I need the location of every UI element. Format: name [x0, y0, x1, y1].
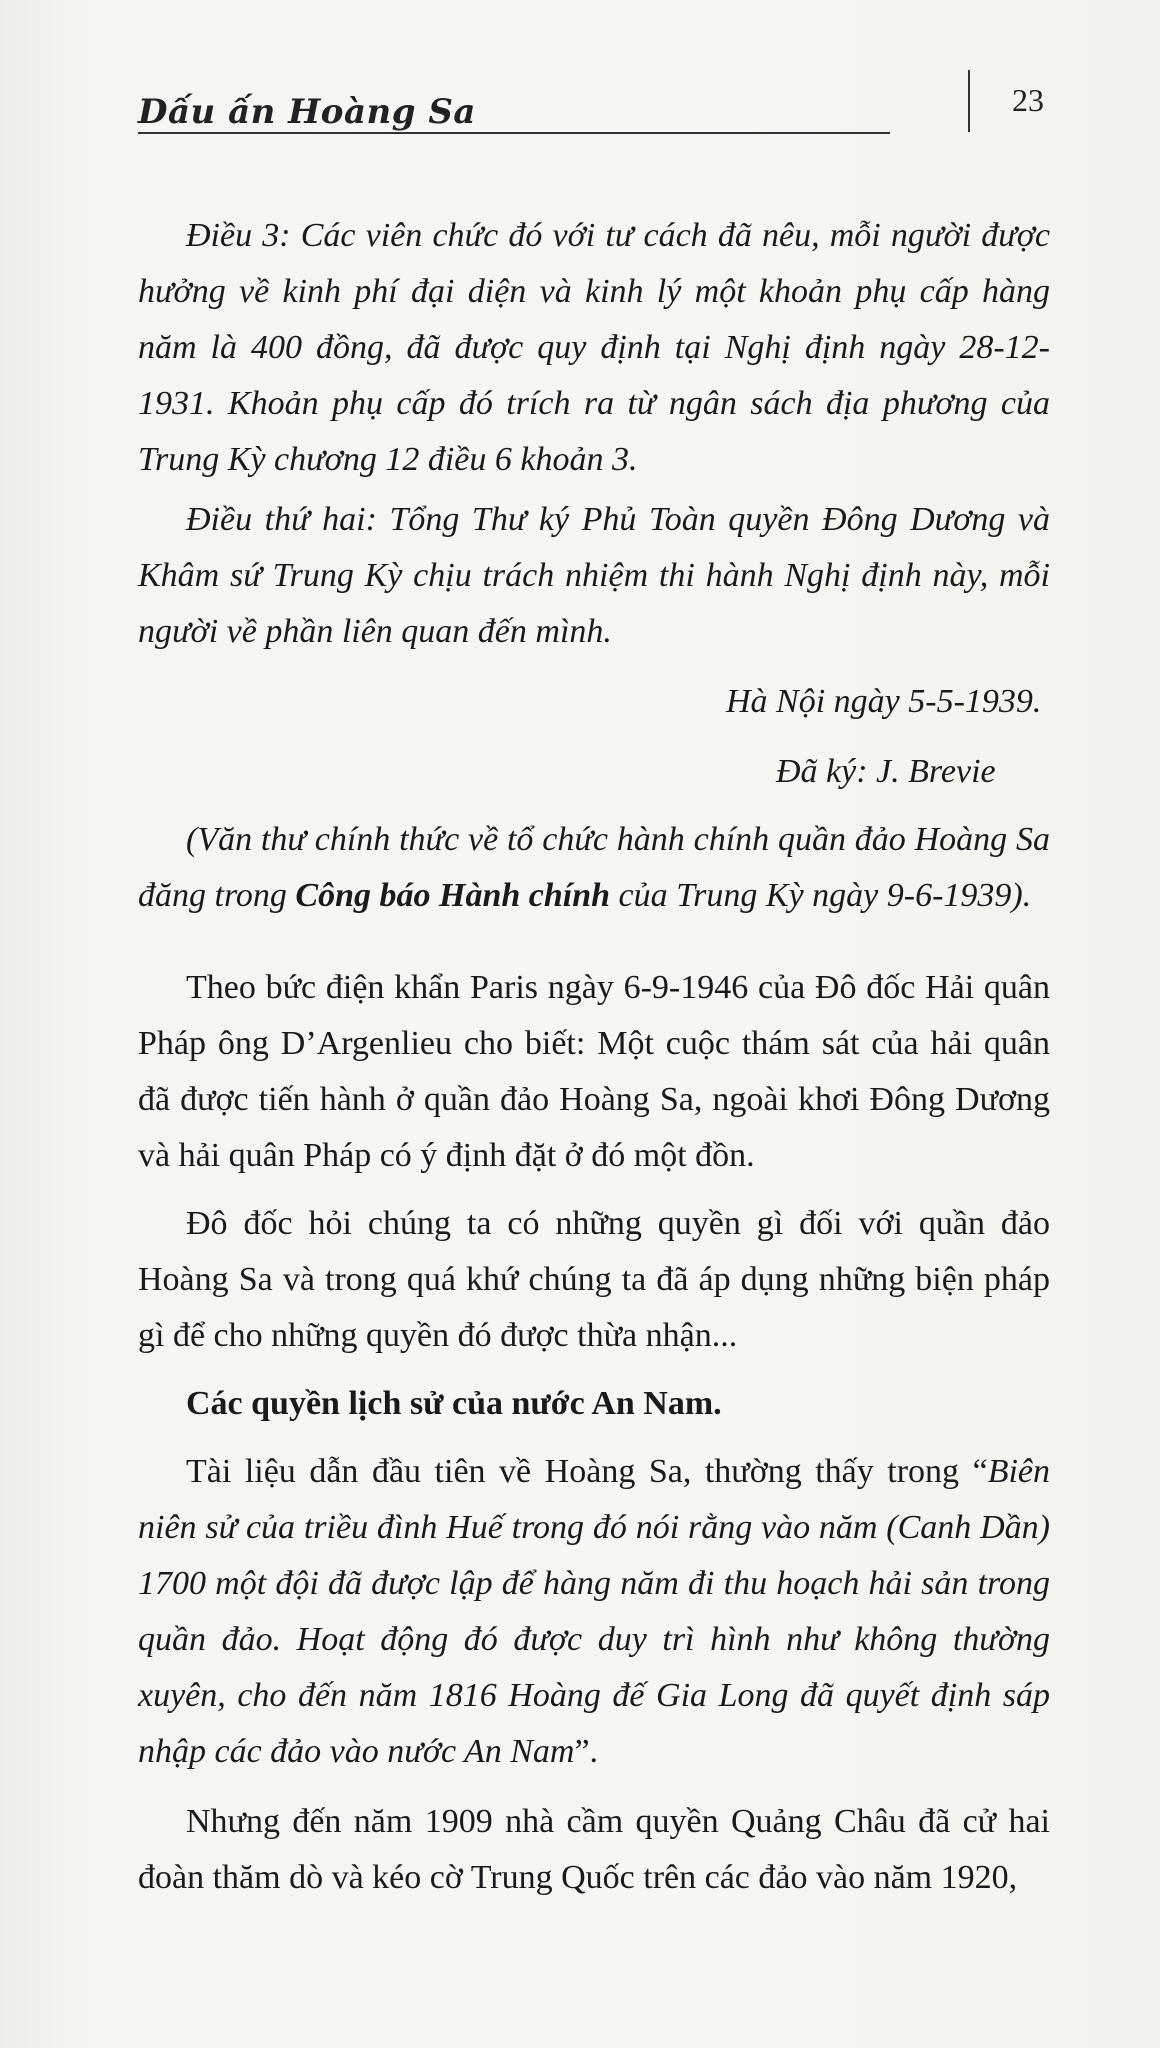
source-citation-part-1: (Văn thư chính thức về tổ chức hành chính quần đảo Hoàng Sa đăng trong [138, 821, 1050, 914]
paragraph-telegram: Theo bức điện khẩn Paris ngày 6-9-1946 của Đô đốc Hải quân Pháp ông D’Argenlieu cho biết: Một cuộc thám sát của hải quân đã được tiến hành ở quần đảo Hoàng Sa, ngoài khơi Đông Dương và hải quân Pháp có ý định đặt ở đó một đồn. [138, 969, 1050, 1174]
source-citation-part-2: của Trung Kỳ ngày 9-6-1939). [610, 877, 1032, 914]
place-date: Hà Nội ngày 5-5-1939. [726, 683, 1042, 720]
section-heading-block [138, 1376, 1050, 1432]
paragraph-admiral-question: Đô đốc hỏi chúng ta có những quyền gì đối với quần đảo Hoàng Sa và trong quá khứ chúng ta đã áp dụng những biện pháp gì để cho những quyền đó được thừa nhận... [138, 1205, 1050, 1354]
source-publication-name: Công báo Hành chính [295, 877, 611, 914]
paragraph-article-3: Điều 3: Các viên chức đó với tư cách đã nêu, mỗi người được hưởng về kinh phí đại diện và kinh lý một khoản phụ cấp hàng năm là 400 đồng, đã được quy định tại Nghị định ngày 28-12-1931. Khoản phụ cấp đó trích ra từ ngân sách địa phương của Trung Kỳ chương 12 điều 6 khoản 3. [138, 217, 1050, 478]
paragraph-article-two: Điều thứ hai: Tổng Thư ký Phủ Toàn quyền Đông Dương và Khâm sứ Trung Kỳ chịu trách nhiệm thi hành Nghị định này, mỗi người về phần liên quan đến mình. [138, 501, 1050, 650]
signature-block [776, 744, 1056, 800]
historical-intro: Tài liệu dẫn đầu tiên về Hoàng Sa, thường thấy trong “ [186, 1453, 988, 1490]
guangzhou-paragraph [138, 1794, 1050, 1906]
article-two-paragraph [138, 492, 1050, 660]
running-title: Dấu ấn Hoàng Sa [138, 92, 476, 132]
paragraph-historical-document [138, 1444, 1050, 1780]
article-3-paragraph [138, 208, 1050, 488]
section-heading: Các quyền lịch sử của nước An Nam. [186, 1385, 722, 1422]
page-number: 23 [1012, 82, 1044, 118]
telegram-paragraph [138, 960, 1050, 1184]
source-citation-text [138, 812, 1050, 924]
historical-quote: Biên niên sử của triều đình Huế trong đó nói rằng vào năm (Canh Dần) 1700 một đội đã được lập để hàng năm đi thu hoạch hải sản trong quần đảo. Hoạt động đó được duy trì hình như không thường xuyên, cho đến năm 1816 Hoàng đế Gia Long đã quyết định sáp nhập các đảo vào nước An Nam [138, 1453, 1050, 1770]
paragraph-guangzhou: Nhưng đến năm 1909 nhà cầm quyền Quảng Châu đã cử hai đoàn thăm dò và kéo cờ Trung Quốc trên các đảo vào năm 1920, [138, 1803, 1050, 1896]
header-divider [968, 70, 970, 132]
historical-quote-close: ”. [574, 1733, 599, 1770]
place-date-block [726, 674, 1056, 730]
page-header [138, 82, 890, 132]
source-citation [138, 812, 1050, 924]
signature: Đã ký: J. Brevie [776, 753, 996, 790]
historical-document-paragraph [138, 1444, 1050, 1780]
admiral-question-paragraph [138, 1196, 1050, 1364]
header-rule [138, 132, 890, 134]
